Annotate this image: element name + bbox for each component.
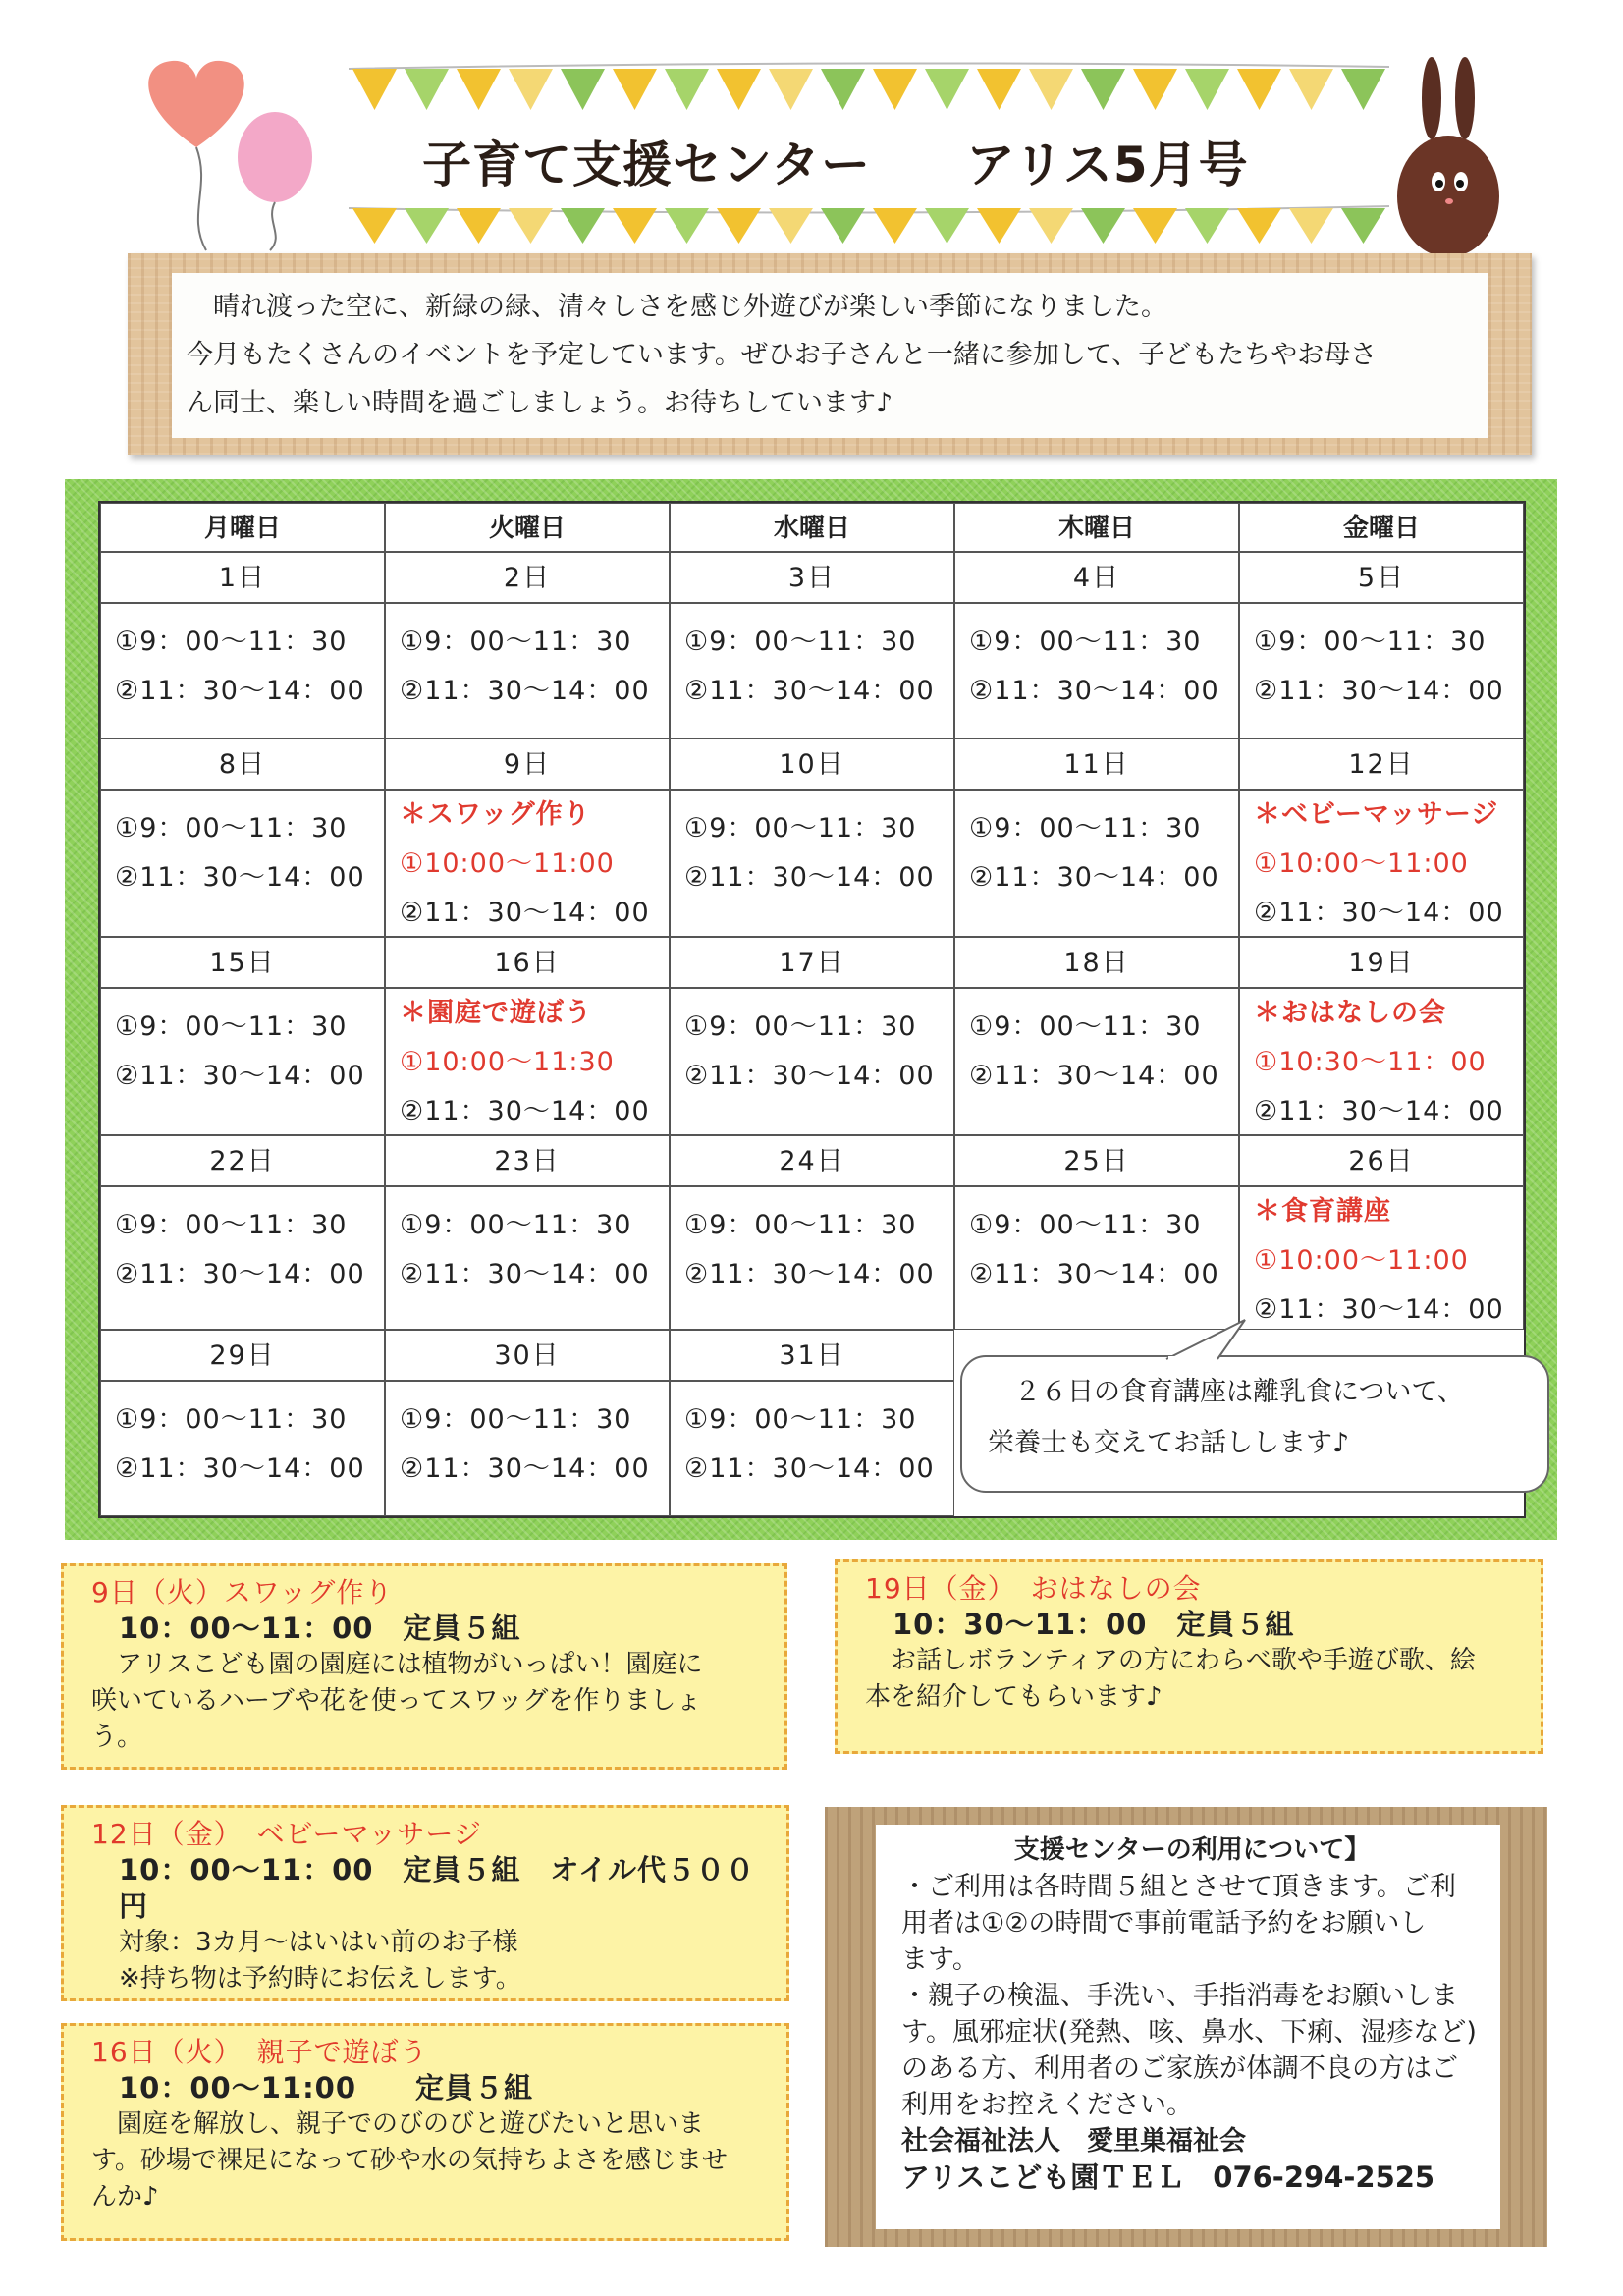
bunting-flag: [925, 69, 969, 110]
title-issue: アリス5月号: [965, 137, 1249, 193]
event-time-slot: ①10:30～11：00: [1254, 1047, 1487, 1077]
bunting-flag: [665, 208, 709, 244]
bunting-flag: [509, 69, 553, 110]
date-cell: 1日: [100, 552, 385, 603]
bunting-flag: [561, 208, 605, 244]
time-slot: ①9：00～11：30: [684, 1011, 917, 1042]
time-slot: ①9：00～11：30: [684, 813, 917, 844]
time-slot: ①9：00～11：30: [684, 1404, 917, 1435]
event-body-line: んか♪: [91, 2182, 159, 2212]
date-cell: 16日: [385, 937, 670, 988]
time-slot: ②11：30～14：00: [969, 676, 1219, 706]
rabbit-mascot-illustration: [1384, 54, 1512, 270]
weekday-header: 火曜日: [385, 503, 670, 552]
bunting-flag: [717, 69, 761, 110]
bunting-flag: [925, 208, 969, 244]
time-slot-cell: [1239, 603, 1524, 738]
notice-line: す。風邪症状(発熱、咳、鼻水、下痢、湿疹など): [901, 2017, 1477, 2048]
time-slot: ②11：30～14：00: [115, 1061, 365, 1091]
event-title: 12日（金） ベビーマッサージ: [91, 1818, 482, 1850]
date-cell: 26日: [1239, 1135, 1524, 1186]
time-slot-cell: [670, 790, 954, 937]
time-slot: ②11：30～14：00: [400, 898, 650, 928]
organization-name: 社会福祉法人 愛里巣福祉会: [901, 2126, 1246, 2157]
time-slot-cell: [954, 603, 1239, 738]
intro-text: [187, 283, 1483, 427]
time-slot: ①9：00～11：30: [115, 627, 348, 657]
date-cell: 29日: [100, 1330, 385, 1381]
event-body-line: 対象：3カ月～はいはい前のお子様: [119, 1928, 518, 1957]
bunting-flag: [1133, 208, 1177, 244]
time-slot-cell: [385, 1186, 670, 1330]
time-slot: ①9：00～11：30: [969, 813, 1202, 844]
time-slot: ②11：30～14：00: [115, 1453, 365, 1484]
time-slot: ②11：30～14：00: [115, 862, 365, 893]
time-slot: ①9：00～11：30: [115, 1210, 348, 1240]
notice-line: ます。: [901, 1944, 979, 1975]
event-body-line: 本を紹介してもらいます♪: [865, 1682, 1163, 1712]
date-cell: 12日: [1239, 738, 1524, 790]
time-slot: ②11：30～14：00: [1254, 898, 1504, 928]
weekday-header: 水曜日: [670, 503, 954, 552]
intro-line-1: 晴れ渡った空に、新緑の緑、清々しさを感じ外遊びが楽しい季節になりました。: [187, 292, 1167, 322]
event-box-baby-massage: [61, 1805, 789, 2001]
date-cell: 19日: [1239, 937, 1524, 988]
time-slot-cell: [100, 603, 385, 738]
event-time: 10：00～11:00 定員５組: [119, 2071, 534, 2105]
event-time-slot: ①10:00～11:00: [1254, 848, 1469, 879]
time-slot-cell: [385, 988, 670, 1135]
time-slot-cell: [954, 1186, 1239, 1330]
event-body-line: お話しボランティアの方にわらべ歌や手遊び歌、絵: [865, 1646, 1476, 1675]
time-slot-cell: [954, 988, 1239, 1135]
bunting-flag: [1029, 69, 1073, 110]
date-cell: 24日: [670, 1135, 954, 1186]
time-slot: ①9：00～11：30: [115, 813, 348, 844]
time-slot-cell: [1239, 1186, 1524, 1330]
bunting-flag: [769, 208, 813, 244]
balloons-illustration: [128, 49, 344, 255]
time-slot-cell: [670, 1381, 954, 1516]
bunting-flag: [457, 208, 501, 244]
event-body-line: う。: [91, 1722, 143, 1752]
date-cell: 25日: [954, 1135, 1239, 1186]
event-title: 9日（火）スワッグ作り: [91, 1576, 394, 1609]
event-body-line: す。砂場で裸足になって砂や水の気持ちよさを感じませ: [91, 2146, 728, 2175]
title-center-name: 子育て支援センター: [422, 137, 871, 193]
event-time-slot: ①10:00～11:00: [400, 848, 615, 879]
time-slot: ②11：30～14：00: [115, 1259, 365, 1289]
time-slot: ①9：00～11：30: [969, 1011, 1202, 1042]
event-box-ohanashi: [835, 1559, 1543, 1754]
phone-number: アリスこども園ＴＥＬ 076-294-2525: [901, 2160, 1435, 2194]
bunting-flag: [873, 69, 917, 110]
bunting-flag: [977, 208, 1021, 244]
bunting-flag: [821, 208, 865, 244]
time-slot: ②11：30～14：00: [400, 676, 650, 706]
date-cell: 3日: [670, 552, 954, 603]
bunting-flag: [1081, 69, 1125, 110]
event-label: ＊ベビーマッサージ: [1254, 799, 1499, 830]
bunting-bottom: [349, 198, 1389, 257]
time-slot: ①9：00～11：30: [684, 1210, 917, 1240]
event-body-line: ※持ち物は予約時にお伝えします。: [119, 1964, 521, 1994]
time-slot-cell: [100, 1381, 385, 1516]
time-slot: ①9：00～11：30: [969, 1210, 1202, 1240]
bunting-flag: [977, 69, 1021, 110]
date-cell: 8日: [100, 738, 385, 790]
bubble-line-1: ２６日の食育講座は離乳食について、: [988, 1377, 1464, 1407]
time-slot: ②11：30～14：00: [969, 1259, 1219, 1289]
event-time-slot: ①10:00～11:30: [400, 1047, 615, 1077]
time-slot: ②11：30～14：00: [684, 1259, 935, 1289]
bunting-flag: [1185, 69, 1229, 110]
bunting-flag: [1237, 208, 1281, 244]
time-slot: ①9：00～11：30: [400, 627, 632, 657]
bunting-flag: [405, 69, 449, 110]
notice-title: 支援センターの利用について】: [1013, 1835, 1371, 1865]
event-box-garden: [61, 2023, 789, 2241]
time-slot: ①9：00～11：30: [684, 627, 917, 657]
event-label: ＊おはなしの会: [1254, 998, 1446, 1028]
time-slot: ②11：30～14：00: [400, 1259, 650, 1289]
time-slot: ②11：30～14：00: [1254, 1096, 1504, 1126]
time-slot: ②11：30～14：00: [1254, 676, 1504, 706]
date-cell: 31日: [670, 1330, 954, 1381]
page-title: [422, 126, 1249, 196]
bunting-flag: [613, 208, 657, 244]
time-slot-cell: [100, 790, 385, 937]
intro-line-3: ん同士、楽しい時間を過ごしましょう。お待ちしています♪: [187, 388, 893, 418]
bunting-flag: [352, 208, 397, 244]
time-slot-cell: [670, 1186, 954, 1330]
time-slot-cell: [385, 1381, 670, 1516]
notice-line: ・ご利用は各時間５組とさせて頂きます。ご利: [901, 1872, 1456, 1902]
time-slot: ②11：30～14：00: [684, 862, 935, 893]
bunting-flag: [1289, 208, 1333, 244]
bunting-flag: [1237, 69, 1281, 110]
time-slot: ①9：00～11：30: [1254, 627, 1487, 657]
event-body-line: アリスこども園の園庭には植物がいっぱい！園庭に: [91, 1650, 703, 1679]
date-cell: 17日: [670, 937, 954, 988]
notice-line: のある方、利用者のご家族が体調不良の方はご: [901, 2053, 1458, 2084]
time-slot: ①9：00～11：30: [400, 1404, 632, 1435]
intro-line-2: 今月もたくさんのイベントを予定しています。ぜひお子さんと一緒に参加して、子どもたちやお母さ: [187, 340, 1378, 370]
bunting-flag: [561, 69, 605, 110]
event-label: ＊園庭で遊ぼう: [400, 998, 592, 1028]
speech-bubble: [960, 1355, 1549, 1493]
event-time: 10：00～11：00 定員５組: [119, 1612, 521, 1645]
date-cell: 9日: [385, 738, 670, 790]
event-time: 10：00～11：00 定員５組 オイル代５００円: [119, 1853, 755, 1923]
date-cell: 2日: [385, 552, 670, 603]
bunting-flag: [1185, 208, 1229, 244]
weekday-header: 木曜日: [954, 503, 1239, 552]
time-slot: ①9：00～11：30: [115, 1404, 348, 1435]
weekday-header: 月曜日: [100, 503, 385, 552]
notice-line: 用者は①②の時間で事前電話予約をお願いし: [901, 1908, 1427, 1939]
notice-line: ・親子の検温、手洗い、手指消毒をお願いしま: [901, 1981, 1458, 2011]
time-slot-cell: [100, 1186, 385, 1330]
event-title: 19日（金） おはなしの会: [865, 1572, 1202, 1605]
event-time: 10：30～11：00 定員５組: [893, 1608, 1295, 1641]
notice-box: [876, 1825, 1500, 2229]
time-slot: ②11：30～14：00: [1254, 1294, 1504, 1325]
event-box-swag: [61, 1563, 787, 1770]
event-title: 16日（火） 親子で遊ぼう: [91, 2036, 428, 2068]
time-slot: ②11：30～14：00: [969, 862, 1219, 893]
time-slot: ②11：30～14：00: [684, 676, 935, 706]
date-cell: 10日: [670, 738, 954, 790]
event-body-line: 園庭を解放し、親子でのびのびと遊びたいと思いま: [91, 2109, 705, 2139]
bubble-tail: [1159, 1316, 1257, 1361]
time-slot-cell: [1239, 988, 1524, 1135]
time-slot: ①9：00～11：30: [115, 1011, 348, 1042]
bunting-flag: [1289, 69, 1333, 110]
bunting-flag: [769, 69, 813, 110]
date-cell: 5日: [1239, 552, 1524, 603]
time-slot-cell: [1239, 790, 1524, 937]
time-slot: ①9：00～11：30: [400, 1210, 632, 1240]
bubble-line-2: 栄養士も交えてお話しします♪: [988, 1428, 1350, 1458]
time-slot-cell: [385, 790, 670, 937]
bunting-top: [349, 59, 1389, 118]
time-slot: ②11：30～14：00: [969, 1061, 1219, 1091]
bunting-flag: [1081, 208, 1125, 244]
event-time-slot: ①10:00～11:00: [1254, 1245, 1469, 1276]
bunting-flag: [352, 69, 397, 110]
time-slot: ②11：30～14：00: [400, 1096, 650, 1126]
bunting-flag: [1341, 69, 1385, 110]
event-label: ＊食育講座: [1254, 1196, 1391, 1227]
notice-line: 利用をお控えください。: [901, 2090, 1193, 2120]
time-slot: ②11：30～14：00: [115, 676, 365, 706]
date-cell: 4日: [954, 552, 1239, 603]
time-slot: ①9：00～11：30: [969, 627, 1202, 657]
time-slot-cell: [100, 988, 385, 1135]
time-slot: ②11：30～14：00: [684, 1061, 935, 1091]
bunting-flag: [1341, 208, 1385, 244]
event-body-line: 咲いているハーブや花を使ってスワッグを作りましょ: [91, 1686, 702, 1716]
weekday-header: 金曜日: [1239, 503, 1524, 552]
bunting-flag: [665, 69, 709, 110]
bunting-flag: [405, 208, 449, 244]
bunting-flag: [717, 208, 761, 244]
time-slot-cell: [670, 988, 954, 1135]
bunting-flag: [821, 69, 865, 110]
bunting-flag: [1133, 69, 1177, 110]
date-cell: 15日: [100, 937, 385, 988]
time-slot: ②11：30～14：00: [400, 1453, 650, 1484]
time-slot: ②11：30～14：00: [684, 1453, 935, 1484]
date-cell: 30日: [385, 1330, 670, 1381]
time-slot-cell: [670, 603, 954, 738]
date-cell: 18日: [954, 937, 1239, 988]
date-cell: 11日: [954, 738, 1239, 790]
time-slot-cell: [385, 603, 670, 738]
date-cell: 22日: [100, 1135, 385, 1186]
event-label: ＊スワッグ作り: [400, 799, 591, 830]
bunting-flag: [457, 69, 501, 110]
bunting-flag: [873, 208, 917, 244]
bunting-flag: [509, 208, 553, 244]
bunting-flag: [1029, 208, 1073, 244]
bunting-flag: [613, 69, 657, 110]
time-slot-cell: [954, 790, 1239, 937]
date-cell: 23日: [385, 1135, 670, 1186]
